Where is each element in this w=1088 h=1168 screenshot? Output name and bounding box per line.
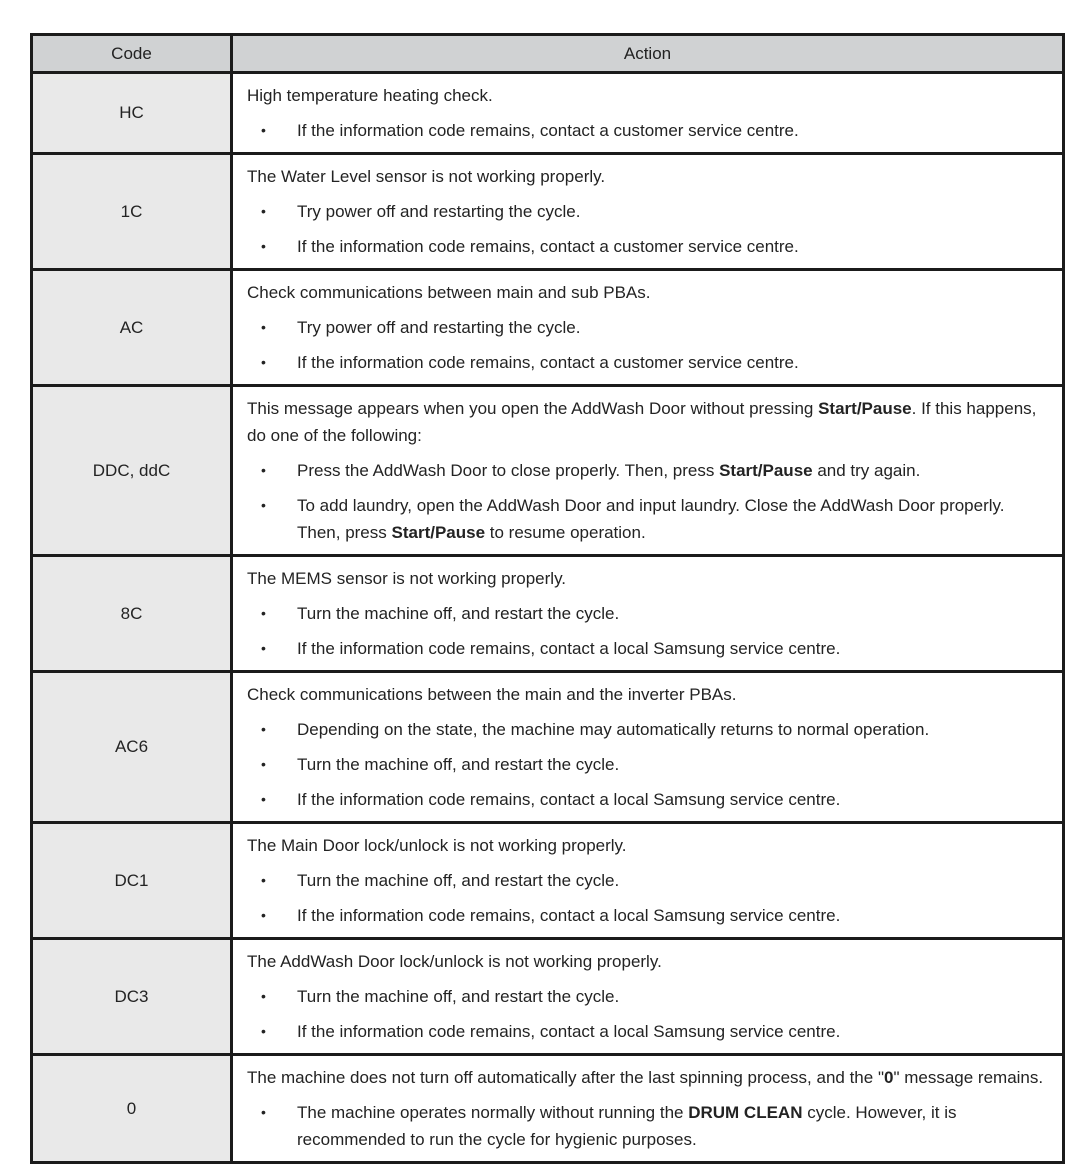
- code-cell: AC: [32, 270, 232, 386]
- action-bullet-item: [247, 635, 1050, 662]
- body-text: To add laundry, open the AddWash Door and input laundry. Close the AddWash Door properly. Then, press: [297, 496, 1005, 542]
- bullet-icon: •: [261, 319, 266, 335]
- bullet-icon: •: [261, 1023, 266, 1039]
- body-text: Try power off and restarting the cycle.: [297, 202, 581, 221]
- action-intro-text: [247, 565, 1050, 592]
- action-cell: [232, 823, 1064, 939]
- bullet-icon: •: [261, 791, 266, 807]
- body-text: and try again.: [812, 461, 921, 480]
- action-intro-text: [247, 395, 1050, 449]
- bullet-icon: •: [261, 122, 266, 138]
- bullet-icon: •: [261, 907, 266, 923]
- code-cell: DC3: [32, 939, 232, 1055]
- bullet-icon: •: [261, 640, 266, 656]
- info-code-table: [30, 33, 1065, 1164]
- body-text: cycle. However, it is recommended to run the cycle for hygienic purposes.: [297, 1103, 957, 1149]
- body-text: The machine does not turn off automatically after the last spinning process, and the ": [247, 1068, 884, 1087]
- action-intro-text: [247, 279, 1050, 306]
- action-bullet-item: [247, 983, 1050, 1010]
- body-text: If the information code remains, contact a customer service centre.: [297, 353, 799, 372]
- action-bullet-item: [247, 117, 1050, 144]
- action-bullet-item: [247, 786, 1050, 813]
- action-intro-text: [247, 163, 1050, 190]
- bullet-icon: •: [261, 203, 266, 219]
- body-text: Try power off and restarting the cycle.: [297, 318, 581, 337]
- body-text: If the information code remains, contact a local Samsung service centre.: [297, 639, 841, 658]
- table-row: [32, 1055, 1064, 1163]
- body-text: The Water Level sensor is not working properly.: [247, 167, 606, 186]
- table-row: [32, 386, 1064, 556]
- body-text: If the information code remains, contact a customer service centre.: [297, 121, 799, 140]
- code-cell: 0: [32, 1055, 232, 1163]
- bullet-icon: •: [261, 721, 266, 737]
- emphasis-text: Start/Pause: [391, 523, 486, 542]
- bullet-icon: •: [261, 756, 266, 772]
- emphasis-text: DRUM CLEAN: [688, 1103, 803, 1122]
- table-row: [32, 556, 1064, 672]
- action-intro-text: [247, 681, 1050, 708]
- bullet-icon: •: [261, 988, 266, 1004]
- body-text: Depending on the state, the machine may automatically returns to normal operation.: [297, 720, 930, 739]
- body-text: . If this happens, do one of the following:: [247, 399, 1037, 445]
- action-intro-text: [247, 82, 1050, 109]
- body-text: This message appears when you open the AddWash Door without pressing: [247, 399, 819, 418]
- bullet-icon: •: [261, 238, 266, 254]
- body-text: The MEMS sensor is not working properly.: [247, 569, 567, 588]
- action-intro-text: [247, 948, 1050, 975]
- table-row: [32, 672, 1064, 823]
- table-body: [32, 73, 1064, 1163]
- code-cell: 8C: [32, 556, 232, 672]
- body-text: Check communications between main and sub PBAs.: [247, 283, 651, 302]
- table-row: [32, 939, 1064, 1055]
- body-text: If the information code remains, contact a local Samsung service centre.: [297, 906, 841, 925]
- code-cell: AC6: [32, 672, 232, 823]
- body-text: The Main Door lock/unlock is not working properly.: [247, 836, 627, 855]
- bullet-icon: •: [261, 872, 266, 888]
- code-cell: HC: [32, 73, 232, 154]
- action-intro-text: [247, 832, 1050, 859]
- body-text: Check communications between the main and the inverter PBAs.: [247, 685, 737, 704]
- emphasis-text: Start/Pause: [818, 399, 912, 418]
- action-intro-text: [247, 1064, 1050, 1091]
- code-cell: DDC, ddC: [32, 386, 232, 556]
- action-cell: [232, 154, 1064, 270]
- action-bullet-item: [247, 349, 1050, 376]
- body-text: If the information code remains, contact a local Samsung service centre.: [297, 1022, 841, 1041]
- bullet-icon: •: [261, 1104, 266, 1120]
- action-cell: [232, 556, 1064, 672]
- body-text: High temperature heating check.: [247, 86, 493, 105]
- action-cell: [232, 939, 1064, 1055]
- action-bullet-item: [247, 1018, 1050, 1045]
- action-bullet-item: [247, 233, 1050, 260]
- body-text: The machine operates normally without running the: [297, 1103, 689, 1122]
- code-cell: DC1: [32, 823, 232, 939]
- body-text: If the information code remains, contact a local Samsung service centre.: [297, 790, 841, 809]
- action-bullet-item: [247, 457, 1050, 484]
- action-bullet-item: [247, 600, 1050, 627]
- action-cell: [232, 1055, 1064, 1163]
- action-cell: [232, 270, 1064, 386]
- body-text: Turn the machine off, and restart the cycle.: [297, 987, 620, 1006]
- action-bullet-item: [247, 198, 1050, 225]
- action-cell: [232, 73, 1064, 154]
- action-cell: [232, 672, 1064, 823]
- table-row: [32, 154, 1064, 270]
- table-row: [32, 823, 1064, 939]
- table-row: [32, 270, 1064, 386]
- body-text: Turn the machine off, and restart the cycle.: [297, 604, 620, 623]
- action-bullet-item: [247, 902, 1050, 929]
- action-bullet-item: [247, 492, 1050, 546]
- body-text: to resume operation.: [485, 523, 646, 542]
- body-text: The AddWash Door lock/unlock is not working properly.: [247, 952, 662, 971]
- action-bullet-item: [247, 314, 1050, 341]
- emphasis-text: 0: [883, 1068, 894, 1087]
- body-text: Turn the machine off, and restart the cycle.: [297, 871, 620, 890]
- action-bullet-item: [247, 716, 1050, 743]
- emphasis-text: Start/Pause: [719, 461, 813, 480]
- code-column-header: Code: [32, 35, 232, 73]
- bullet-icon: •: [261, 354, 266, 370]
- body-text: Turn the machine off, and restart the cycle.: [297, 755, 620, 774]
- action-column-header: Action: [232, 35, 1064, 73]
- action-cell: [232, 386, 1064, 556]
- action-bullet-item: [247, 751, 1050, 778]
- body-text: " message remains.: [893, 1068, 1044, 1087]
- code-cell: 1C: [32, 154, 232, 270]
- bullet-icon: •: [261, 462, 266, 478]
- body-text: Press the AddWash Door to close properly. Then, press: [297, 461, 720, 480]
- action-bullet-item: [247, 1099, 1050, 1153]
- bullet-icon: •: [261, 605, 266, 621]
- body-text: If the information code remains, contact a customer service centre.: [297, 237, 799, 256]
- table-row: [32, 73, 1064, 154]
- header-row: [32, 35, 1064, 73]
- bullet-icon: •: [261, 497, 266, 513]
- action-bullet-item: [247, 867, 1050, 894]
